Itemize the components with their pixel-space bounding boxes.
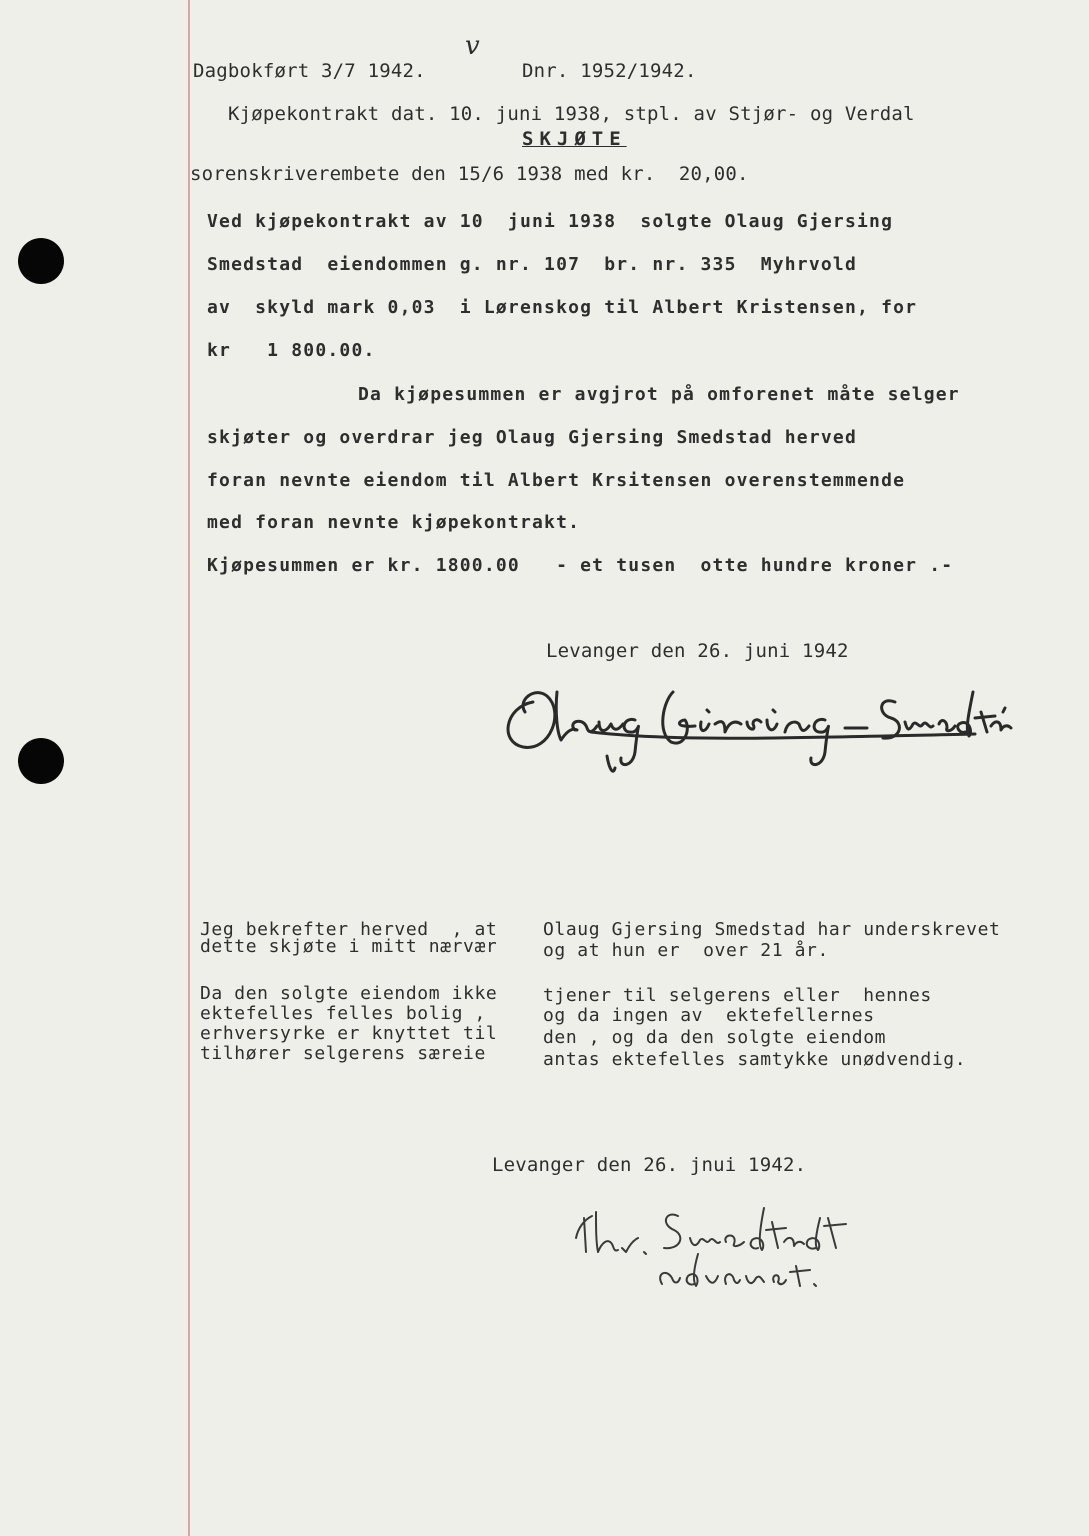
red-margin-line bbox=[188, 0, 190, 1536]
consent-left: ektefelles felles bolig , bbox=[200, 1003, 486, 1024]
consent-right: og da ingen av ektefellernes bbox=[543, 1005, 875, 1026]
signature-witness bbox=[570, 1198, 890, 1293]
dagbok-entry: Dagbokført 3/7 1942. bbox=[193, 60, 426, 82]
punch-hole-top bbox=[18, 238, 64, 284]
registry-office-line: sorenskriverembete den 15/6 1938 med kr. 20,00. bbox=[190, 163, 749, 185]
document-heading: SKJØTE bbox=[522, 128, 627, 150]
body-line: av skyld mark 0,03 i Lørenskog til Albert Kristensen, for bbox=[207, 297, 918, 318]
punch-hole-bottom bbox=[18, 738, 64, 784]
consent-right: tjener til selgerens eller hennes bbox=[543, 985, 932, 1006]
place-date-1: Levanger den 26. juni 1942 bbox=[546, 640, 849, 662]
body-line: Smedstad eiendommen g. nr. 107 br. nr. 335 Myhrvold bbox=[207, 254, 857, 275]
body-line: med foran nevnte kjøpekontrakt. bbox=[207, 512, 581, 533]
consent-left: Da den solgte eiendom ikke bbox=[200, 983, 498, 1004]
body-line: kr 1 800.00. bbox=[207, 340, 376, 361]
signature-seller bbox=[495, 672, 1015, 782]
check-mark: v bbox=[465, 31, 481, 61]
body-line: skjøter og overdrar jeg Olaug Gjersing Smedstad herved bbox=[207, 427, 857, 448]
body-line: Da kjøpesummen er avgjrot på omforenet måte selger bbox=[358, 384, 960, 405]
contract-reference: Kjøpekontrakt dat. 10. juni 1938, stpl. av Stjør- og Verdal bbox=[228, 103, 915, 125]
certification-right: og at hun er over 21 år. bbox=[543, 940, 829, 961]
purchase-sum-line: Kjøpesummen er kr. 1800.00 - et tusen otte hundre kroner .- bbox=[207, 555, 954, 576]
consent-left: erhversyrke er knyttet til bbox=[200, 1023, 498, 1044]
consent-right: den , og da den solgte eiendom bbox=[543, 1027, 887, 1048]
certification-right: Olaug Gjersing Smedstad har underskrevet bbox=[543, 919, 1001, 940]
document-number: Dnr. 1952/1942. bbox=[522, 60, 697, 82]
certification-left: dette skjøte i mitt nærvær bbox=[200, 936, 498, 957]
consent-right: antas ektefelles samtykke unødvendig. bbox=[543, 1049, 967, 1070]
consent-left: tilhører selgerens særeie bbox=[200, 1043, 486, 1064]
body-line: foran nevnte eiendom til Albert Krsitensen overenstemmende bbox=[207, 470, 906, 491]
certification-left: Jeg bekrefter herved , at bbox=[200, 919, 498, 940]
place-date-2: Levanger den 26. jnui 1942. bbox=[492, 1154, 807, 1176]
body-line: Ved kjøpekontrakt av 10 juni 1938 solgte Olaug Gjersing bbox=[207, 211, 894, 232]
